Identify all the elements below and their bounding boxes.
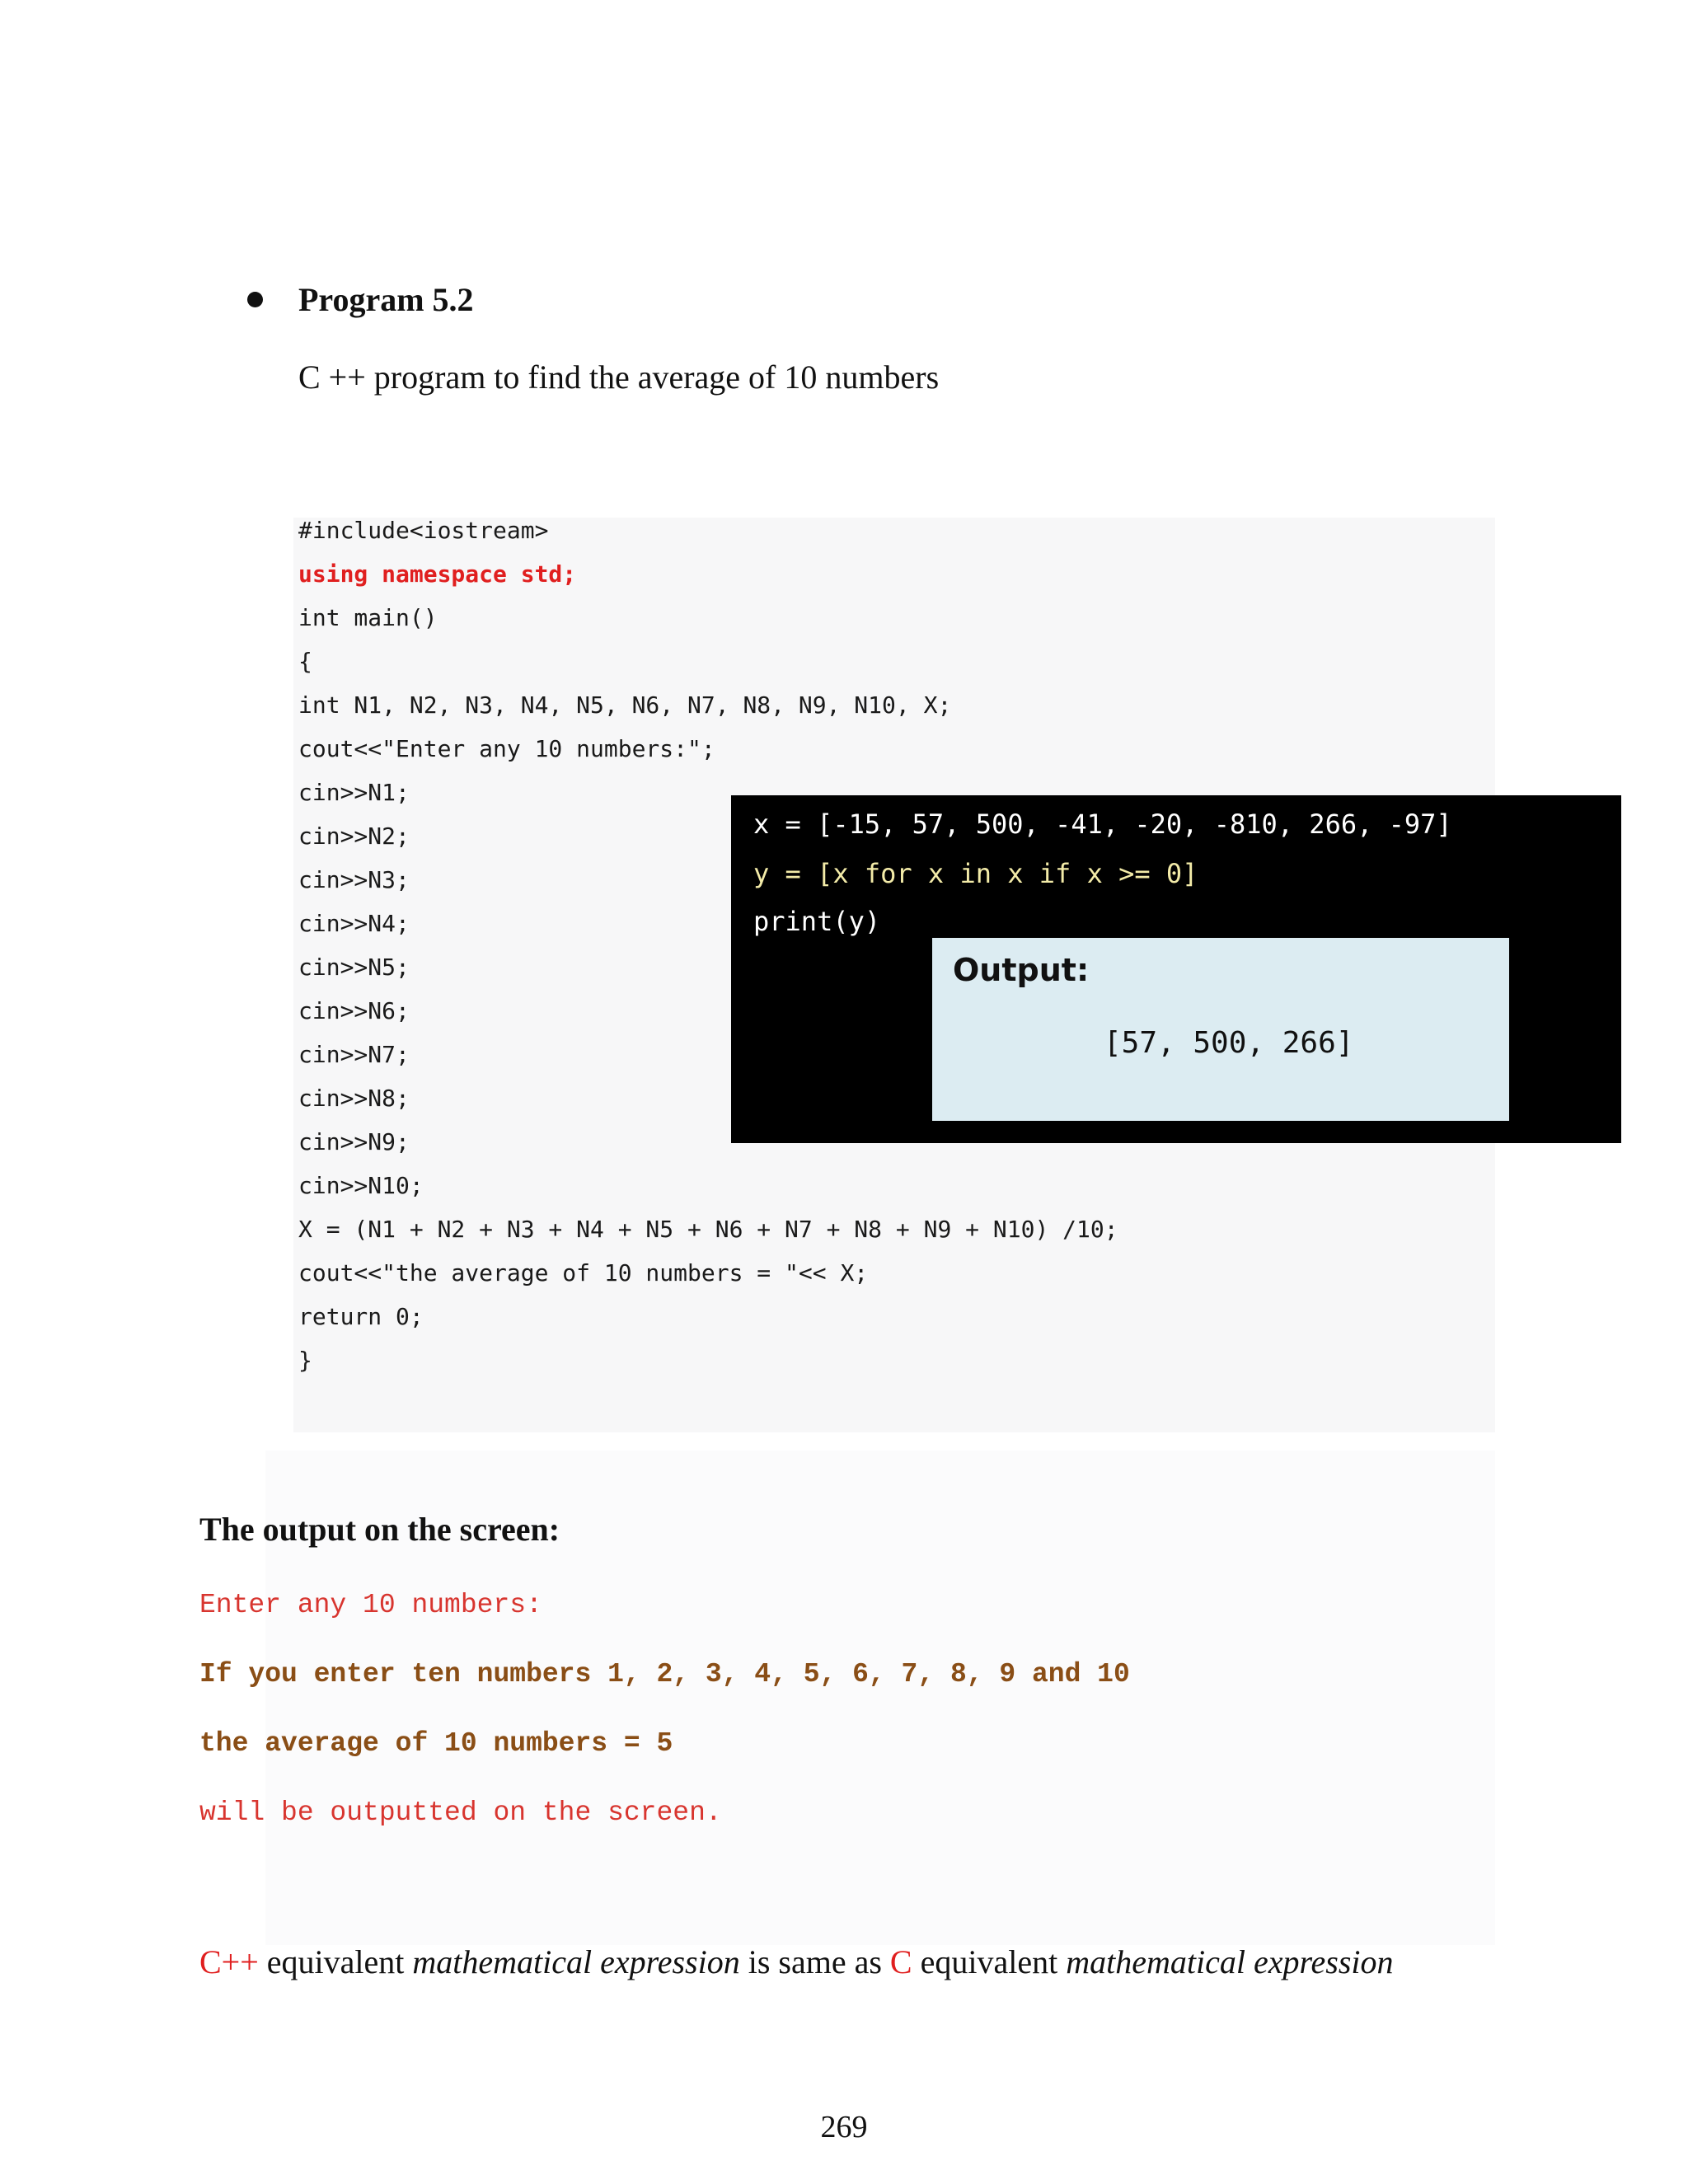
screen-output-line: If you enter ten numbers 1, 2, 3, 4, 5, 6, 7, 8, 9 and 10 — [199, 1659, 1130, 1690]
cpp-term: C++ — [199, 1943, 259, 1980]
python-line: print(y) — [753, 906, 881, 937]
program-title: Program 5.2 — [298, 281, 474, 318]
screen-output-heading: The output on the screen: — [199, 1511, 560, 1548]
code-line: int main() — [298, 604, 438, 631]
page-number: 269 — [820, 2110, 868, 2144]
sentence-text: equivalent — [258, 1943, 413, 1980]
code-line: X = (N1 + N2 + N3 + N4 + N5 + N6 + N7 + N8 + N9 + N10) /10; — [298, 1216, 1118, 1243]
code-line: cin>>N7; — [298, 1041, 410, 1068]
c-term: C — [889, 1943, 912, 1980]
screen-output-line: will be outputted on the screen. — [199, 1797, 722, 1828]
sentence-italic: mathematical expression — [412, 1943, 740, 1980]
code-line: cout<<"the average of 10 numbers = "<< X; — [298, 1259, 869, 1286]
python-output-value: [57, 500, 266] — [1104, 1026, 1354, 1060]
code-line: cin>>N3; — [298, 866, 410, 893]
program-description: C ++ program to find the average of 10 numbers — [298, 359, 940, 396]
code-line: cin>>N5; — [298, 954, 410, 981]
screen-output-line: Enter any 10 numbers: — [199, 1590, 542, 1620]
code-line: { — [298, 648, 312, 675]
code-line: cin>>N4; — [298, 910, 410, 937]
code-line: cin>>N10; — [298, 1172, 424, 1199]
sentence-text: is same as — [739, 1943, 890, 1980]
code-line: return 0; — [298, 1303, 424, 1330]
code-line: cin>>N2; — [298, 823, 410, 850]
code-line: int N1, N2, N3, N4, N5, N6, N7, N8, N9, N10, X; — [298, 691, 952, 719]
code-line: cin>>N9; — [298, 1128, 410, 1155]
screen-output-line: the average of 10 numbers = 5 — [199, 1728, 673, 1759]
code-line: #include<iostream> — [298, 517, 549, 544]
code-line: } — [298, 1347, 312, 1374]
code-line: cin>>N1; — [298, 779, 410, 806]
code-line: using namespace std; — [298, 560, 577, 588]
code-line: cin>>N6; — [298, 997, 410, 1024]
sentence-italic: mathematical expression — [1066, 1943, 1394, 1980]
sentence-text: equivalent — [912, 1943, 1067, 1980]
code-line: cout<<"Enter any 10 numbers:"; — [298, 735, 715, 762]
python-line: y = [x for x in x if x >= 0] — [753, 858, 1198, 889]
code-line: cin>>N8; — [298, 1085, 410, 1112]
python-output-label: Output: — [953, 952, 1090, 988]
bullet-icon — [247, 292, 263, 307]
python-line: x = [-15, 57, 500, -41, -20, -810, 266, -97] — [753, 808, 1452, 840]
note-sentence — [199, 1941, 1394, 1984]
